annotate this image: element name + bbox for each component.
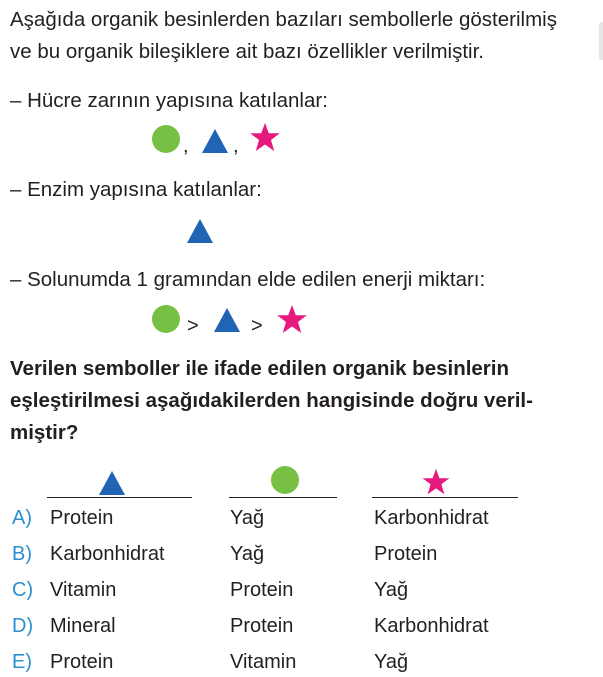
option-star-value: Yağ xyxy=(374,579,409,601)
column-header-triangle-icon xyxy=(98,470,126,496)
question-line-2: eşleştirilmesi aşağıdakilerden hangisinde doğru veril- xyxy=(10,389,533,412)
option-triangle-value: Vitamin xyxy=(50,579,117,601)
option-star-value: Karbonhidrat xyxy=(374,507,489,529)
column-rule-circle xyxy=(229,497,337,498)
separator-comma: , xyxy=(183,135,189,157)
pink-star-icon xyxy=(249,122,281,153)
option-circle-value: Yağ xyxy=(230,507,265,529)
question-line-3: miştir? xyxy=(10,421,79,444)
option-circle-value: Protein xyxy=(230,615,294,637)
column-rule-star xyxy=(372,497,518,498)
option-circle-value: Protein xyxy=(230,579,294,601)
separator-greater-than: > xyxy=(251,315,263,337)
option-letter: A) xyxy=(12,507,32,529)
separator-comma: , xyxy=(233,135,239,157)
property-energy: – Solunumda 1 gramından elde edilen enerji miktarı: xyxy=(10,268,486,291)
intro-line-2: ve bu organik bileşiklere ait bazı özellikler verilmiştir. xyxy=(10,40,484,63)
option-triangle-value: Protein xyxy=(50,507,114,529)
option-letter: B) xyxy=(12,543,32,565)
option-triangle-value: Mineral xyxy=(50,615,116,637)
option-triangle-value: Karbonhidrat xyxy=(50,543,165,565)
blue-triangle-icon xyxy=(186,218,214,244)
question-line-1: Verilen semboller ile ifade edilen organik besinlerin xyxy=(10,357,510,380)
option-letter: E) xyxy=(12,651,32,673)
option-circle-value: Vitamin xyxy=(230,651,297,673)
option-star-value: Protein xyxy=(374,543,438,565)
option-star-value: Karbonhidrat xyxy=(374,615,489,637)
green-circle-icon xyxy=(151,304,181,334)
separator-greater-than: > xyxy=(187,315,199,337)
blue-triangle-icon xyxy=(201,128,229,154)
blue-triangle-icon xyxy=(213,307,241,333)
column-rule-triangle xyxy=(47,497,192,498)
option-triangle-value: Protein xyxy=(50,651,114,673)
option-letter: C) xyxy=(12,579,34,601)
pink-star-icon xyxy=(276,304,308,335)
option-letter: D) xyxy=(12,615,34,637)
option-circle-value: Yağ xyxy=(230,543,265,565)
page-edge-mark-right xyxy=(599,22,603,60)
property-enzyme: – Enzim yapısına katılanlar: xyxy=(10,178,262,201)
green-circle-icon xyxy=(151,124,181,154)
column-header-star-icon xyxy=(421,468,451,496)
option-star-value: Yağ xyxy=(374,651,409,673)
property-cell-membrane: – Hücre zarının yapısına katılanlar: xyxy=(10,89,328,112)
intro-line-1: Aşağıda organik besinlerden bazıları sembollerle gösterilmiş xyxy=(10,8,557,31)
column-header-circle-icon xyxy=(270,465,300,495)
